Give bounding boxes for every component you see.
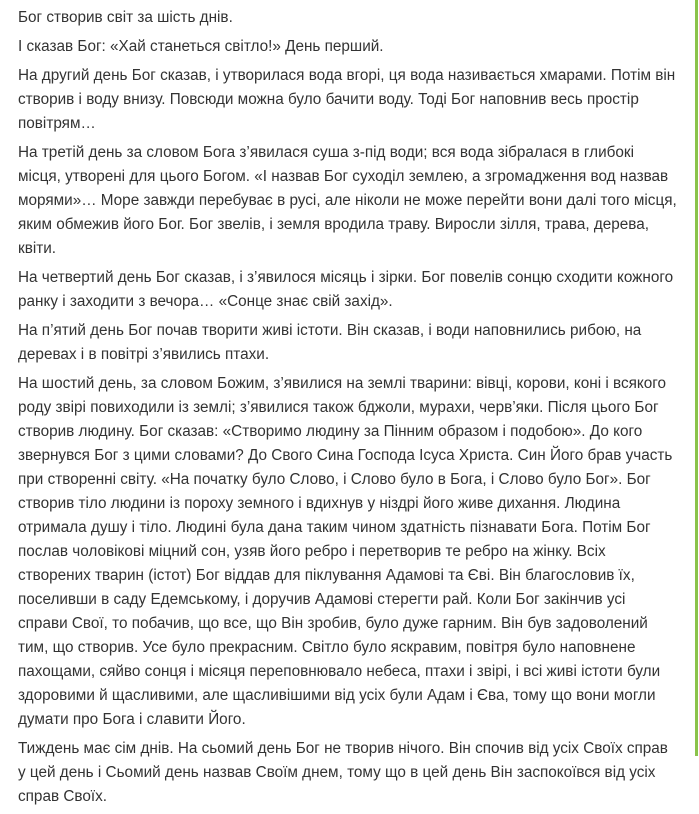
paragraph-day-six: На шостий день, за словом Божим, з’явилися на землі тварини: вівці, корови, коні і всякого роду звірі повиходили із землі; з’явилися також бджоли, мурахи, черв’яки. Після цього Бог створив людину. Бог сказав: «Створимо людину за Пінним образом і подобою». До кого звернувся Бог з цими словами? До Свого Сина Господа Ісуса Христа. Син Його брав участь при створенні світу. «На початку було Слово, і Слово було в Бога, і Слово було Бог». Бог створив тіло людини із пороху земного і вдихнув у ніздрі його живе дихання. Людина отримала душу і тіло. Людині була дана таким чином здатність пізнавати Бога. Потім Бог послав чоловікові міцний сон, узяв його ребро і перетворив те ребро на жінку. Всіх створених тварин (істот) Бог віддав для піклування Адамові та Єві. Він благословив їх, поселивши в саду Едемському, і доручив Адамові стерегти рай. Коли Бог закінчив усі справи Свої, то побачив, що все, що Він зробив, було дуже гарним. Він був задоволений тим, що створив. Усе було прекрасним. Світло було яскравим, повітря було наповнене пахощами, сяйво сонця і місяця переповнювало небеса, птахи і звірі, і всі живі істоти були здоровими й щасливими, але щасливішими від усіх були Адам і Єва, тому що вони могли думати про Бога і славити Його. [18, 375, 673, 728]
paragraph-day-three: На третій день за словом Бога з’явилася суша з-під води; вся вода зібралася в глибокі місця, утворені для цього Богом. «І назвав Бог суходіл землею, а згромадження вод назвав морями»… Море завжди перебуває в русі, але ніколи не може перейти вони далі того місця, яким обмежив його Бог. Бог звелів, і земля вродила траву. Виросли зілля, трава, дерева, квіти. [18, 144, 677, 257]
paragraph-day-seven: Тиждень має сім днів. На сьомий день Бог не творив нічого. Він спочив від усіх Своїх справ у цей день і Сьомий день назвав Своїм днем, тому що в цей день Він заспокоївся від усіх справ Своїх. [18, 740, 668, 805]
document-text [18, 6, 678, 814]
paragraph-day-five: На п’ятий день Бог почав творити живі істоти. Він сказав, і води наповнились рибою, на деревах і в повітрі з’явились птахи. [18, 322, 642, 363]
paragraph-day-two: На другий день Бог сказав, і утворилася вода вгорі, ця вода називається хмарами. Потім він створив і воду внизу. Повсюди можна було бачити воду. Тоді Бог наповнив весь простір повітрям… [18, 67, 676, 132]
paragraph-day-one: І сказав Бог: «Хай станеться світло!» День перший. [18, 38, 384, 55]
paragraph-day-four: На четвертий день Бог сказав, і з’явилося місяць і зірки. Бог повелів сонцю сходити кожного ранку і заходити з вечора… «Сонце знає свій захід». [18, 269, 674, 310]
paragraph-intro: Бог створив світ за шість днів. [18, 9, 233, 26]
